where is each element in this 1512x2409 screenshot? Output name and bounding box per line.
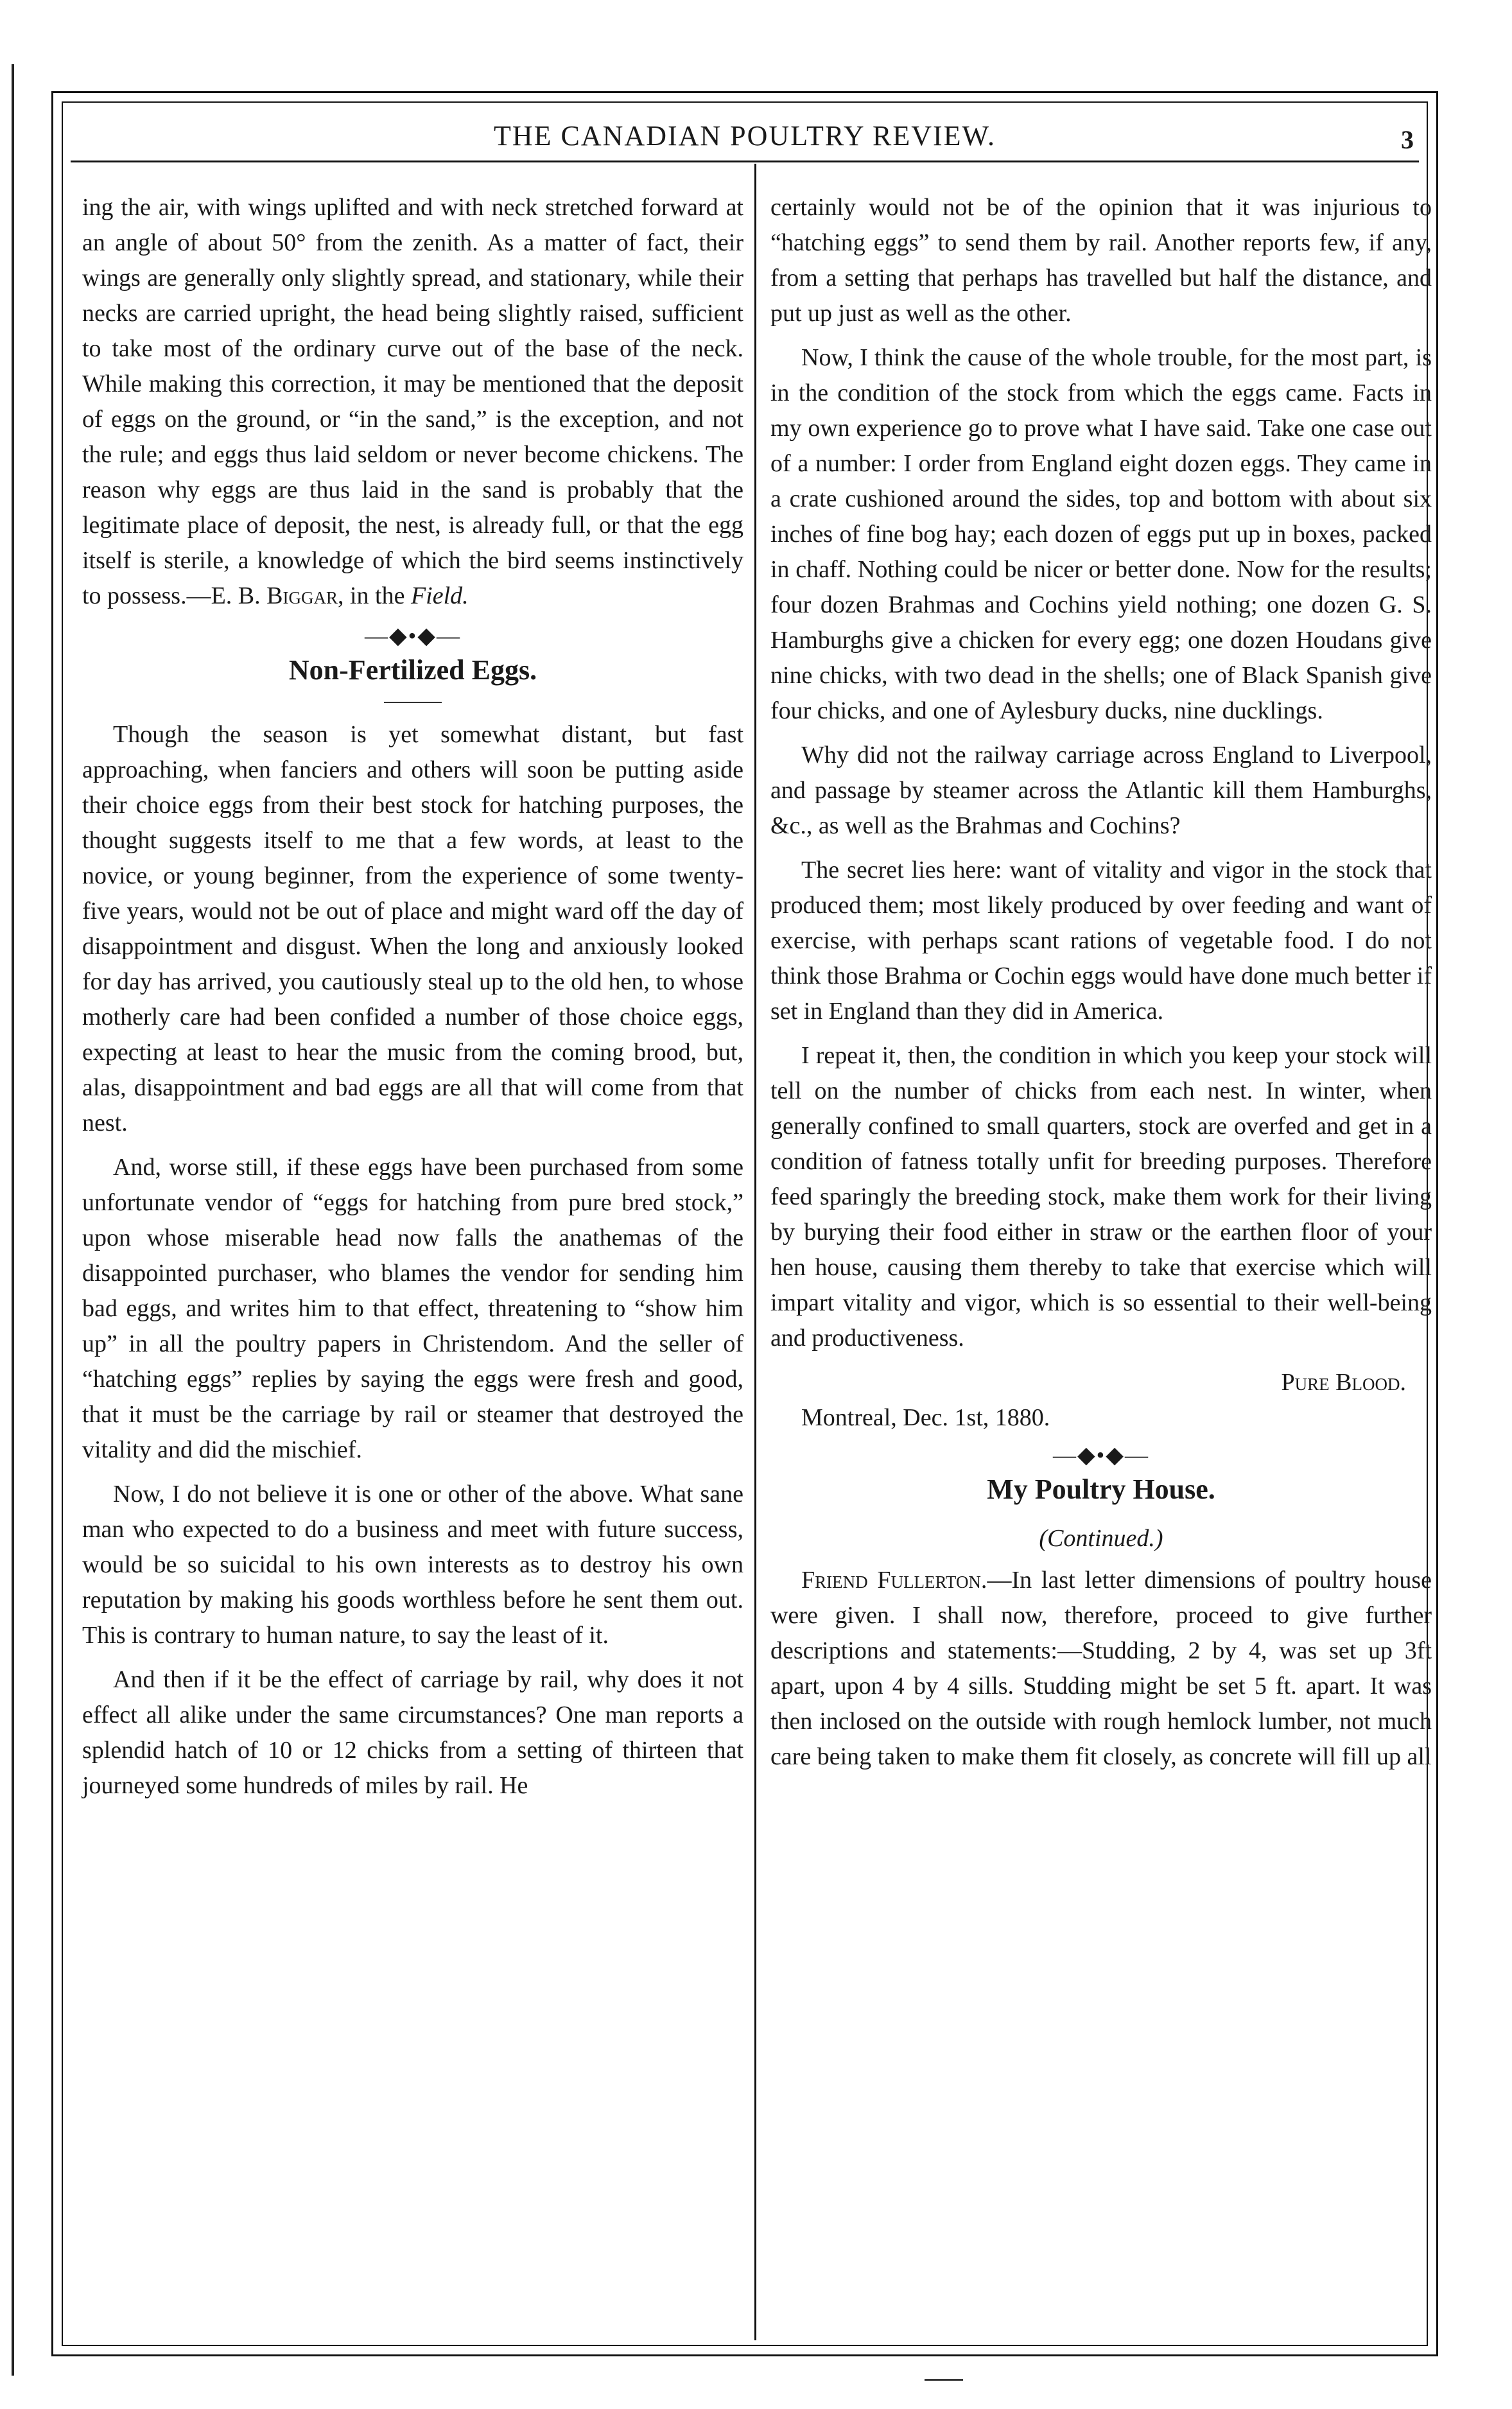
- source-name: Field.: [410, 582, 469, 609]
- page-header: [71, 116, 1419, 162]
- bottom-mark: [925, 2379, 963, 2381]
- section-ornament: —◆•◆—: [365, 623, 461, 648]
- paragraph-text: —In last letter dimensions of poultry house were given. I shall now, therefore, proceed to give further descriptions and statements:—Studding, 2 by 4, was set up 3ft apart, upon 4 by 4 sills. Studding might be set 5 ft. apart. It was then inclosed on the outside with rough hemlock lumber, not much care being taken to make them fit closely, as concrete will fill up all: [770, 1567, 1432, 1770]
- paragraph: The secret lies here: want of vitality and vigor in the stock that produced them; most likely produced by over feeding and want of exercise, with perhaps scant rations of vegetable food. I do not think those Brahma or Cochin eggs would have done much better if set in England than they did in America.: [770, 857, 1432, 1025]
- continued-subtitle: (Continued.): [1039, 1525, 1163, 1552]
- page-edge-rule: [12, 64, 14, 2376]
- paragraph: Why did not the railway carriage across England to Liverpool, and passage by steamer across the Atlantic kill them Hamburghs, &c., as well as the Brahmas and Cochins?: [770, 742, 1432, 839]
- dateline: Montreal, Dec. 1st, 1880.: [801, 1404, 1050, 1431]
- salutation: Friend Fullerton.: [801, 1567, 987, 1594]
- signature-pure-blood: Pure Blood.: [1281, 1369, 1406, 1396]
- paragraph: certainly would not be of the opinion that it was injurious to “hatching eggs” to send them by rail. Another reports few, if any, from a setting that perhaps has travelled but half the distance, and put up just as well as the other.: [770, 194, 1432, 327]
- section-title-non-fertilized-eggs: Non-Fertilized Eggs.: [288, 654, 537, 686]
- column-divider: [754, 164, 756, 2340]
- paragraph: Now, I do not believe it is one or other of the above. What sane man who expected to do a business and meet with future success, would be so suicidal to his own interests as to destroy his own reputation by making his goods worthless before he sent them out. This is contrary to human nature, to say the least of it.: [82, 1481, 743, 1649]
- section-title-my-poultry-house: My Poultry House.: [987, 1474, 1215, 1505]
- paragraph: Though the season is yet somewhat distant, but fast approaching, when fanciers and others will soon be putting aside their choice eggs from their best stock for hatching purposes, the thought suggests itself to me that a few words, at least to the novice, or young beginner, from the experience of some twenty-five years, would not be out of place and might ward off the day of disappointment and disgust. When the long and anxiously looked for day has arrived, you cautiously steal up to the old hen, to whose motherly care had been confided a number of those choice eggs, expecting at least to hear the music from the coming brood, but, alas, disappointment and bad eggs are all that will come from that nest.: [82, 721, 743, 1136]
- publication-title: THE CANADIAN POULTRY REVIEW.: [494, 120, 996, 152]
- paragraph: And then if it be the effect of carriage by rail, why does it not effect all alike under the same circumstances? One man reports a splendid hatch of 10 or 12 chicks from a setting of thirteen that journeyed some hundreds of miles by rail. He: [82, 1666, 743, 1799]
- source-prefix: , in the: [337, 582, 411, 609]
- paragraph: I repeat it, then, the condition in which you keep your stock will tell on the number of chicks from each nest. In winter, when generally confined to small quarters, stock are overfed and get in a condition of fatness totally unfit for breeding purposes. Therefore feed sparingly the breeding stock, make them work for their living by burying their food either in straw or the earthen floor of your hen house, causing them thereby to take that exercise which will impart vitality and vigor, which is so essential to their well-being and productiveness.: [770, 1042, 1432, 1352]
- paragraph: And, worse still, if these eggs have been purchased from some unfortunate vendor of “eggs for hatching from pure bred stock,” upon whose miserable head now falls the anathemas of the disappointed purchaser, who blames the vendor for sending him bad eggs, and writes him to that effect, threatening to “show him up” in all the poultry papers in Christendom. And the seller of “hatching eggs” replies by saying the eggs were fresh and good, that it must be the carriage by rail or steamer that destroyed the vitality and did the mischief.: [82, 1154, 743, 1463]
- page-number: 3: [1401, 125, 1414, 154]
- title-rule: [384, 702, 442, 703]
- section-ornament: —◆•◆—: [1053, 1442, 1149, 1468]
- paragraph-text: ing the air, with wings uplifted and with neck stretched forward at an angle of about 50° from the zenith. As a matter of fact, their wings are generally only slightly spread, and stationary, while their necks are carried upright, the head being slightly raised, sufficient to take most of the ordinary curve out of the base of the neck. While making this correction, it may be mentioned that the deposit of eggs on the ground, or “in the sand,” is the exception, and not the rule; and eggs thus laid seldom or never become chickens. The reason why eggs are thus laid in the sand is probably that the legitimate place of deposit, the nest, is already full, or that the egg itself is sterile, a knowledge of which the bird seems instinctively to possess.—: [82, 194, 743, 609]
- right-column: [770, 190, 1432, 1784]
- continued-paragraph: [82, 190, 743, 614]
- paragraph: Now, I think the cause of the whole trouble, for the most part, is in the condition of the stock from which the eggs came. Facts in my own experience go to prove what I have said. Take one case out of a number: I order from England eight dozen eggs. They came in a crate cushioned around the sides, top and bottom with about six inches of fine bog hay; each dozen of eggs put up in boxes, packed in chaff. Nothing could be nicer or better done. Now for the results; four dozen Brahmas and Cochins yield nothing; one dozen G. S. Hamburghs give a chicken for every egg; one dozen Houdans give nine chicks, with two dead in the shells; one of Black Spanish give four chicks, and one of Aylesbury ducks, nine ducklings.: [770, 344, 1432, 724]
- paragraph: [770, 1563, 1432, 1775]
- author-name: E. B. Biggar: [211, 582, 338, 609]
- left-column: [82, 190, 743, 1813]
